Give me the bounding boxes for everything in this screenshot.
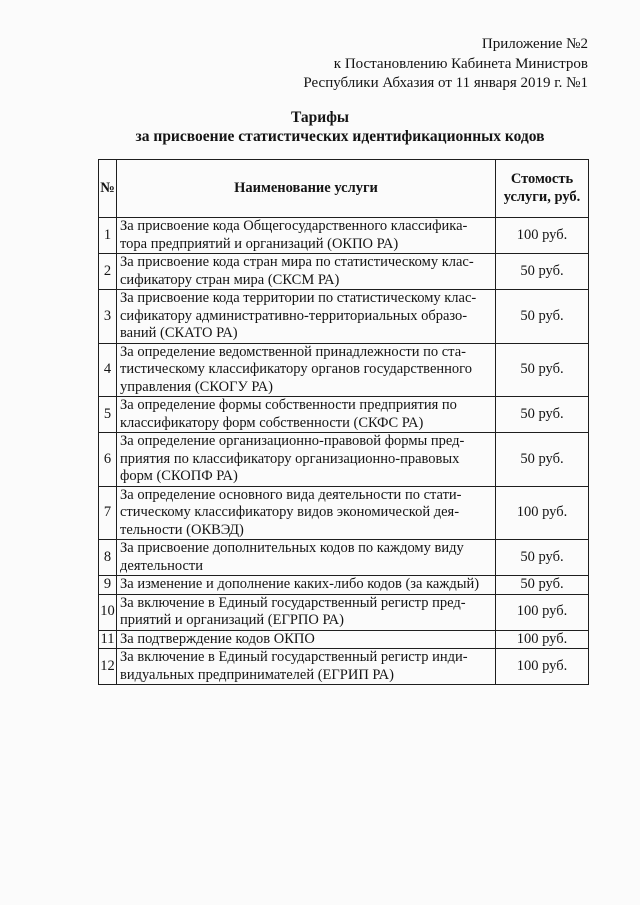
- service-name-line: За включение в Единый государственный регистр инди-: [120, 649, 468, 665]
- service-name-line: сификатору административно-территориальных образо-: [120, 307, 468, 324]
- service-name-line: За изменение и дополнение каких-либо кодов (за каждый): [120, 576, 480, 592]
- decree-line-2: Республики Абхазия от 11 января 2019 г. №1: [303, 75, 588, 91]
- service-name-line: деятельности: [120, 557, 204, 574]
- column-header-service: Наименование услуги: [117, 160, 496, 218]
- table-row: [99, 540, 589, 576]
- service-price: 50 руб.: [496, 576, 589, 595]
- service-name: [117, 540, 496, 576]
- service-name: [117, 630, 496, 649]
- column-header-number: №: [99, 160, 117, 218]
- service-name-line: За включение в Единый государственный регистр пред-: [120, 594, 466, 611]
- service-name: [117, 397, 496, 433]
- service-price: 100 руб.: [496, 649, 589, 685]
- row-number: 8: [99, 540, 117, 576]
- decree-line-1: к Постановлению Кабинета Министров: [333, 56, 588, 72]
- service-price: 50 руб.: [496, 290, 589, 344]
- service-name: [117, 218, 496, 254]
- table-row: [99, 218, 589, 254]
- table-row: [99, 486, 589, 540]
- service-name-line: форм (СКОПФ РА): [120, 468, 238, 484]
- row-number: 3: [99, 290, 117, 344]
- service-name-line: приятия по классификатору организационно-правовых: [120, 450, 460, 467]
- table-row: [99, 343, 589, 397]
- service-price: 50 руб.: [496, 397, 589, 433]
- service-price: 50 руб.: [496, 433, 589, 487]
- service-price: 50 руб.: [496, 254, 589, 290]
- service-name-line: За присвоение кода территории по статистическому клас-: [120, 290, 477, 306]
- service-name-line: За определение формы собственности предприятия по: [120, 397, 457, 413]
- row-number: 7: [99, 486, 117, 540]
- table-row: [99, 290, 589, 344]
- service-name-line: тора предприятий и организаций (ОКПО РА): [120, 235, 399, 252]
- service-name-line: За присвоение дополнительных кодов по каждому виду: [120, 540, 464, 556]
- table-row: [99, 397, 589, 433]
- service-name: [117, 433, 496, 487]
- service-name-line: сификатору стран мира (СКСМ РА): [120, 271, 340, 288]
- service-name-line: За подтверждение кодов ОКПО: [120, 630, 315, 647]
- row-number: 11: [99, 630, 117, 649]
- service-name-line: классификатору форм собственности (СКФС РА): [120, 414, 424, 431]
- table-row: [99, 576, 589, 595]
- table-row: [99, 254, 589, 290]
- service-name-line: тельности (ОКВЭД): [120, 521, 244, 538]
- service-price: 100 руб.: [496, 486, 589, 540]
- row-number: 9: [99, 576, 117, 595]
- service-price: 50 руб.: [496, 540, 589, 576]
- row-number: 4: [99, 343, 117, 397]
- document-subtitle: за присвоение статистических идентификационных кодов: [135, 128, 545, 145]
- service-price: 100 руб.: [496, 594, 589, 630]
- table-row: [99, 433, 589, 487]
- tariffs-table: [98, 159, 589, 685]
- table-header-row: [99, 160, 589, 218]
- row-number: 6: [99, 433, 117, 487]
- service-name-line: За присвоение кода стран мира по статистическому клас-: [120, 254, 474, 270]
- table-row: [99, 649, 589, 685]
- service-name-line: ваний (СКАТО РА): [120, 325, 238, 341]
- service-name-line: За определение основного вида деятельности по стати-: [120, 486, 462, 503]
- service-name-line: За определение ведомственной принадлежности по ста-: [120, 343, 466, 360]
- table-body: [99, 218, 589, 685]
- row-number: 2: [99, 254, 117, 290]
- service-name: [117, 343, 496, 397]
- service-name: [117, 486, 496, 540]
- service-price: 100 руб.: [496, 630, 589, 649]
- table-row: [99, 630, 589, 649]
- document-title: Тарифы: [290, 109, 350, 126]
- service-name-line: За присвоение кода Общегосударственного классифика-: [120, 218, 468, 234]
- service-price: 50 руб.: [496, 343, 589, 397]
- column-header-price: Стомость услуги, руб.: [496, 160, 589, 218]
- service-name-line: видуальных предпринимателей (ЕГРИП РА): [120, 666, 394, 683]
- row-number: 12: [99, 649, 117, 685]
- service-name-line: приятий и организаций (ЕГРПО РА): [120, 612, 344, 628]
- service-name: [117, 290, 496, 344]
- table-row: [99, 594, 589, 630]
- row-number: 10: [99, 594, 117, 630]
- service-name: [117, 576, 496, 595]
- service-name-line: тистическому классификатору органов государственного: [120, 361, 472, 377]
- service-name: [117, 649, 496, 685]
- service-name-line: управления (СКОГУ РА): [120, 378, 273, 395]
- service-price: 100 руб.: [496, 218, 589, 254]
- row-number: 1: [99, 218, 117, 254]
- service-name-line: За определение организационно-правовой формы пред-: [120, 433, 465, 449]
- service-name: [117, 254, 496, 290]
- appendix-label: Приложение №2: [481, 36, 588, 52]
- service-name: [117, 594, 496, 630]
- service-name-line: стическому классификатору видов экономической дея-: [120, 504, 460, 520]
- row-number: 5: [99, 397, 117, 433]
